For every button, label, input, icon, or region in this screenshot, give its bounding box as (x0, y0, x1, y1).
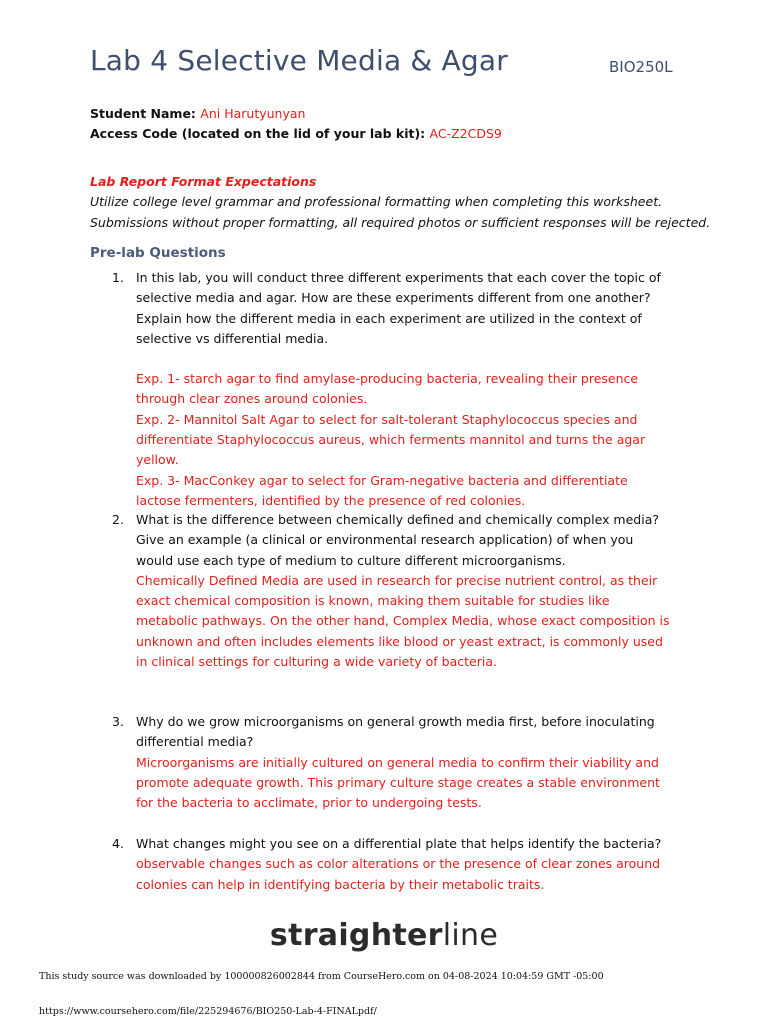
straighterline-logo (0, 918, 768, 953)
download-source-notice: This study source was downloaded by 100000826002844 from CourseHero.com on 04-08-2024 10:04:59 GMT -05:00 (39, 971, 604, 982)
answer (136, 369, 672, 511)
logo-light-part: line (442, 918, 499, 953)
question-1 (112, 268, 672, 511)
question-text: Why do we grow microorganisms on general growth media first, before inoculating differential media? (136, 714, 655, 750)
question-4 (112, 834, 672, 895)
prelab-heading: Pre-lab Questions (90, 245, 226, 261)
answer-line: Exp. 3- MacConkey agar to select for Gram-negative bacteria and differentiate lactose fermenters, identified by the presence of red colonies. (136, 472, 628, 508)
answer: Chemically Defined Media are used in research for precise nutrient control, as their exact chemical composition is known, making them suitable for studies like metabolic pathways. On the other hand, Complex Media, whose exact composition is unknown and often includes elements like blood or yeast extract, is commonly used in clinical settings for culturing a wide variety of bacteria. (136, 572, 670, 670)
format-line-2: Submissions without proper formatting, all required photos or sufficient responses will be rejected. (90, 215, 711, 230)
question-number: 2. (112, 512, 124, 527)
course-code: BIO250L (609, 58, 673, 76)
question-text: What is the difference between chemically defined and chemically complex media? Give an example (a clinical or environmental research application) of when you would use each type of medium to culture different microorganisms. (136, 512, 660, 568)
access-code-line (90, 126, 502, 141)
question-3 (112, 712, 672, 813)
answer: Microorganisms are initially cultured on general media to confirm their viability and promote adequate growth. This primary culture stage creates a stable environment for the bacteria to acclimate, prior to undergoing tests. (136, 754, 660, 811)
question-text: In this lab, you will conduct three different experiments that each cover the topic of selective media and agar. How are these experiments different from one another? Explain how the different media in each experiment are utilized in the context of selective vs differential media. (136, 270, 661, 346)
document-title: Lab 4 Selective Media & Agar (90, 44, 508, 77)
access-code-label: Access Code (located on the lid of your lab kit): (90, 126, 426, 141)
student-name-value: Ani Harutyunyan (200, 106, 306, 121)
access-code-value: AC-Z2CDS9 (429, 126, 502, 141)
format-heading: Lab Report Format Expectations (90, 174, 317, 189)
student-name-label: Student Name: (90, 106, 196, 121)
answer-line: Exp. 2- Mannitol Salt Agar to select for salt-tolerant Staphylococcus species and differentiate Staphylococcus aureus, which ferments mannitol and turns the agar yellow. (136, 411, 646, 468)
student-name-line (90, 106, 305, 121)
question-text: What changes might you see on a differential plate that helps identify the bacteria? (136, 836, 662, 851)
format-line-1: Utilize college level grammar and professional formatting when completing this worksheet. (90, 194, 663, 209)
answer-line: Exp. 1- starch agar to find amylase-producing bacteria, revealing their presence through clear zones around colonies. (136, 371, 639, 407)
source-url[interactable]: https://www.coursehero.com/file/225294676/BIO250-Lab-4-FINALpdf/ (39, 1006, 377, 1017)
logo-bold-part: straighter (269, 918, 443, 953)
question-number: 4. (112, 836, 124, 851)
question-number: 1. (112, 270, 124, 285)
question-2 (112, 510, 672, 672)
answer: observable changes such as color alterations or the presence of clear zones around colonies can help in identifying bacteria by their metabolic traits. (136, 856, 661, 892)
question-number: 3. (112, 714, 124, 729)
